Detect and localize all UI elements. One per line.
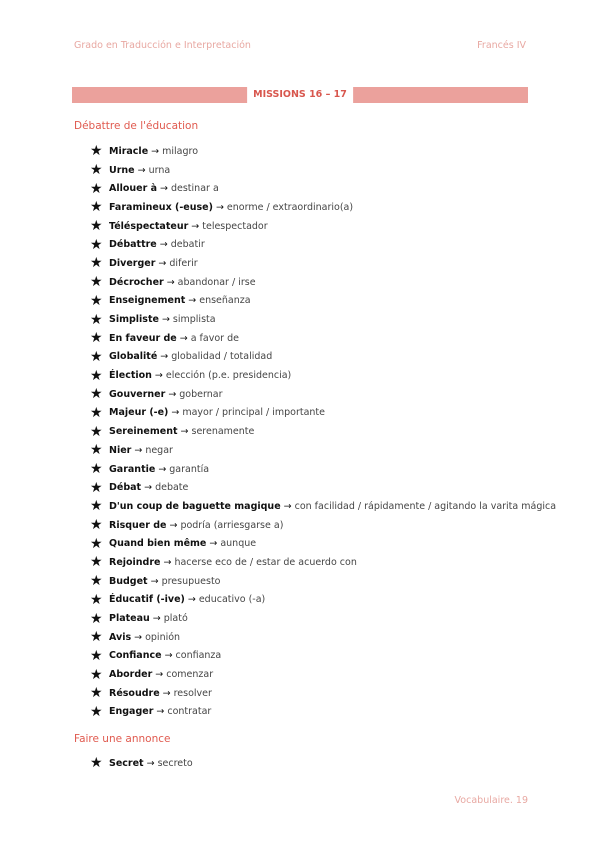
vocab-translation: opinión xyxy=(145,631,181,643)
star-icon: ★ xyxy=(90,218,103,235)
vocab-item xyxy=(90,254,556,273)
header-right-title: Francés IV xyxy=(477,40,526,51)
star-icon: ★ xyxy=(90,255,103,272)
vocab-item xyxy=(90,404,556,423)
star-icon: ★ xyxy=(90,367,103,384)
star-icon: ★ xyxy=(90,461,103,478)
vocab-item xyxy=(90,460,556,479)
vocab-term: Budget xyxy=(109,575,148,587)
vocab-item xyxy=(90,478,556,497)
arrow-icon: → xyxy=(180,426,189,438)
arrow-icon: → xyxy=(187,594,196,606)
vocab-translation: debate xyxy=(155,482,189,494)
star-icon: ★ xyxy=(90,666,103,683)
star-icon: ★ xyxy=(90,143,103,160)
star-icon: ★ xyxy=(90,554,103,571)
vocab-item xyxy=(90,348,556,367)
arrow-icon: → xyxy=(215,201,224,213)
vocab-translation: hacerse eco de / estar de acuerdo con xyxy=(174,556,357,568)
vocab-item xyxy=(90,628,556,647)
vocab-item xyxy=(90,329,556,348)
vocab-term: Nier xyxy=(109,444,132,456)
star-icon: ★ xyxy=(90,199,103,216)
vocab-item xyxy=(90,292,556,311)
vocab-item xyxy=(90,273,556,292)
star-icon: ★ xyxy=(90,292,103,309)
vocab-term: Enseignement xyxy=(109,295,186,307)
vocab-list-announcement xyxy=(90,754,193,773)
vocab-term: Plateau xyxy=(109,613,150,625)
section-title-announcement: Faire une annonce xyxy=(74,733,171,745)
arrow-icon: → xyxy=(152,613,161,625)
star-icon: ★ xyxy=(90,274,103,291)
vocab-term: Secret xyxy=(109,757,144,769)
star-icon: ★ xyxy=(90,647,103,664)
vocab-translation: globalidad / totalidad xyxy=(171,351,273,363)
vocab-translation: educativo (-a) xyxy=(198,594,266,606)
vocab-translation: enseñanza xyxy=(199,295,251,307)
star-icon: ★ xyxy=(90,591,103,608)
vocab-translation: resolver xyxy=(173,687,212,699)
star-icon: ★ xyxy=(90,162,103,179)
vocab-translation: aunque xyxy=(220,538,257,550)
vocab-term: Diverger xyxy=(109,257,156,269)
section-banner xyxy=(72,87,528,103)
arrow-icon: → xyxy=(137,164,146,176)
arrow-icon: → xyxy=(158,257,167,269)
vocab-term: Sereinement xyxy=(109,426,178,438)
vocab-item xyxy=(90,516,556,535)
arrow-icon: → xyxy=(154,370,163,382)
arrow-icon: → xyxy=(151,145,160,157)
section-title-education: Débattre de l'éducation xyxy=(74,120,199,132)
star-icon: ★ xyxy=(90,517,103,534)
vocab-translation: urna xyxy=(148,164,171,176)
arrow-icon: → xyxy=(159,239,168,251)
arrow-icon: → xyxy=(168,388,177,400)
vocab-term: Décrocher xyxy=(109,276,164,288)
vocab-item xyxy=(90,684,556,703)
vocab-item xyxy=(90,591,556,610)
vocab-term: En faveur de xyxy=(109,332,177,344)
vocab-translation: serenamente xyxy=(191,426,255,438)
vocab-item xyxy=(90,385,556,404)
arrow-icon: → xyxy=(156,706,165,718)
vocab-term: D'un coup de baguette magique xyxy=(109,500,281,512)
star-icon: ★ xyxy=(90,610,103,627)
vocab-term: Téléspectateur xyxy=(109,220,189,232)
vocab-translation: destinar a xyxy=(170,183,219,195)
banner-title: MISSIONS 16 – 17 xyxy=(247,87,353,103)
star-icon: ★ xyxy=(90,386,103,403)
vocab-item xyxy=(90,235,556,254)
arrow-icon: → xyxy=(179,332,188,344)
vocab-item xyxy=(90,217,556,236)
arrow-icon: → xyxy=(134,631,143,643)
star-icon: ★ xyxy=(90,479,103,496)
vocab-translation: comenzar xyxy=(166,669,214,681)
vocab-translation: diferir xyxy=(169,257,198,269)
vocab-translation: telespectador xyxy=(202,220,268,232)
star-icon: ★ xyxy=(90,404,103,421)
arrow-icon: → xyxy=(283,500,292,512)
arrow-icon: → xyxy=(155,669,164,681)
arrow-icon: → xyxy=(209,538,218,550)
arrow-icon: → xyxy=(150,575,159,587)
vocab-item xyxy=(90,161,556,180)
vocab-translation: elección (p.e. presidencia) xyxy=(165,370,292,382)
vocab-translation: negar xyxy=(145,444,173,456)
vocab-term: Débat xyxy=(109,482,142,494)
vocab-translation: simplista xyxy=(172,314,216,326)
star-icon: ★ xyxy=(90,180,103,197)
arrow-icon: → xyxy=(158,463,167,475)
vocab-term: Débattre xyxy=(109,239,157,251)
arrow-icon: → xyxy=(164,650,173,662)
vocab-translation: enorme / extraordinario(a) xyxy=(226,201,354,213)
vocab-term: Engager xyxy=(109,706,154,718)
vocab-term: Rejoindre xyxy=(109,556,161,568)
arrow-icon: → xyxy=(144,482,153,494)
vocab-term: Risquer de xyxy=(109,519,167,531)
vocab-term: Miracle xyxy=(109,145,149,157)
vocab-item xyxy=(90,422,556,441)
arrow-icon: → xyxy=(134,444,143,456)
arrow-icon: → xyxy=(188,295,197,307)
arrow-icon: → xyxy=(146,757,155,769)
vocab-term: Majeur (-e) xyxy=(109,407,169,419)
vocab-translation: contratar xyxy=(167,706,212,718)
vocab-list-education xyxy=(90,142,556,721)
vocab-item xyxy=(90,497,556,516)
vocab-term: Gouverner xyxy=(109,388,166,400)
vocab-translation: secreto xyxy=(157,757,193,769)
footer-page-label: Vocabulaire. 19 xyxy=(454,795,528,806)
star-icon: ★ xyxy=(90,311,103,328)
star-icon: ★ xyxy=(90,685,103,702)
vocab-translation: con facilidad / rápidamente / agitando la varita mágica xyxy=(294,500,557,512)
star-icon: ★ xyxy=(90,442,103,459)
arrow-icon: → xyxy=(171,407,180,419)
vocab-translation: debatir xyxy=(170,239,205,251)
vocab-translation: garantía xyxy=(169,463,210,475)
vocab-item xyxy=(90,198,556,217)
vocab-item xyxy=(90,142,556,161)
vocab-term: Aborder xyxy=(109,669,153,681)
vocab-translation: presupuesto xyxy=(161,575,221,587)
star-icon: ★ xyxy=(90,703,103,720)
star-icon: ★ xyxy=(90,498,103,515)
vocab-item xyxy=(90,534,556,553)
vocab-item xyxy=(90,665,556,684)
vocab-item xyxy=(90,553,556,572)
vocab-term: Éducatif (-ive) xyxy=(109,594,185,606)
arrow-icon: → xyxy=(162,687,171,699)
star-icon: ★ xyxy=(90,348,103,365)
vocab-term: Garantie xyxy=(109,463,156,475)
vocab-term: Urne xyxy=(109,164,135,176)
vocab-item xyxy=(90,310,556,329)
vocab-term: Résoudre xyxy=(109,687,160,699)
vocab-translation: gobernar xyxy=(179,388,223,400)
vocab-item xyxy=(90,572,556,591)
star-icon: ★ xyxy=(90,755,103,772)
vocab-item xyxy=(90,609,556,628)
star-icon: ★ xyxy=(90,423,103,440)
arrow-icon: → xyxy=(161,314,170,326)
vocab-term: Confiance xyxy=(109,650,162,662)
vocab-term: Allouer à xyxy=(109,183,158,195)
arrow-icon: → xyxy=(160,183,168,195)
star-icon: ★ xyxy=(90,535,103,552)
header-left-title: Grado en Traducción e Interpretación xyxy=(74,40,251,51)
vocab-item xyxy=(90,179,556,198)
vocab-term: Avis xyxy=(109,631,132,643)
vocab-translation: podría (arriesgarse a) xyxy=(180,519,284,531)
arrow-icon: → xyxy=(169,519,178,531)
vocab-translation: mayor / principal / importante xyxy=(182,407,325,419)
vocab-item xyxy=(90,703,556,722)
star-icon: ★ xyxy=(90,573,103,590)
vocab-term: Simpliste xyxy=(109,314,159,326)
vocab-term: Élection xyxy=(109,370,152,382)
vocab-item xyxy=(90,754,193,773)
arrow-icon: → xyxy=(163,556,172,568)
vocab-translation: confianza xyxy=(175,650,222,662)
star-icon: ★ xyxy=(90,236,103,253)
arrow-icon: → xyxy=(160,351,169,363)
star-icon: ★ xyxy=(90,629,103,646)
vocab-translation: abandonar / irse xyxy=(177,276,256,288)
vocab-item xyxy=(90,647,556,666)
vocab-item xyxy=(90,366,556,385)
vocab-term: Quand bien même xyxy=(109,538,207,550)
vocab-term: Faramineux (-euse) xyxy=(109,201,213,213)
vocab-translation: a favor de xyxy=(190,332,239,344)
vocab-translation: milagro xyxy=(162,145,199,157)
arrow-icon: → xyxy=(166,276,175,288)
vocab-translation: plató xyxy=(163,613,188,625)
vocab-term: Globalité xyxy=(109,351,158,363)
arrow-icon: → xyxy=(191,220,200,232)
vocab-item xyxy=(90,441,556,460)
star-icon: ★ xyxy=(90,330,103,347)
